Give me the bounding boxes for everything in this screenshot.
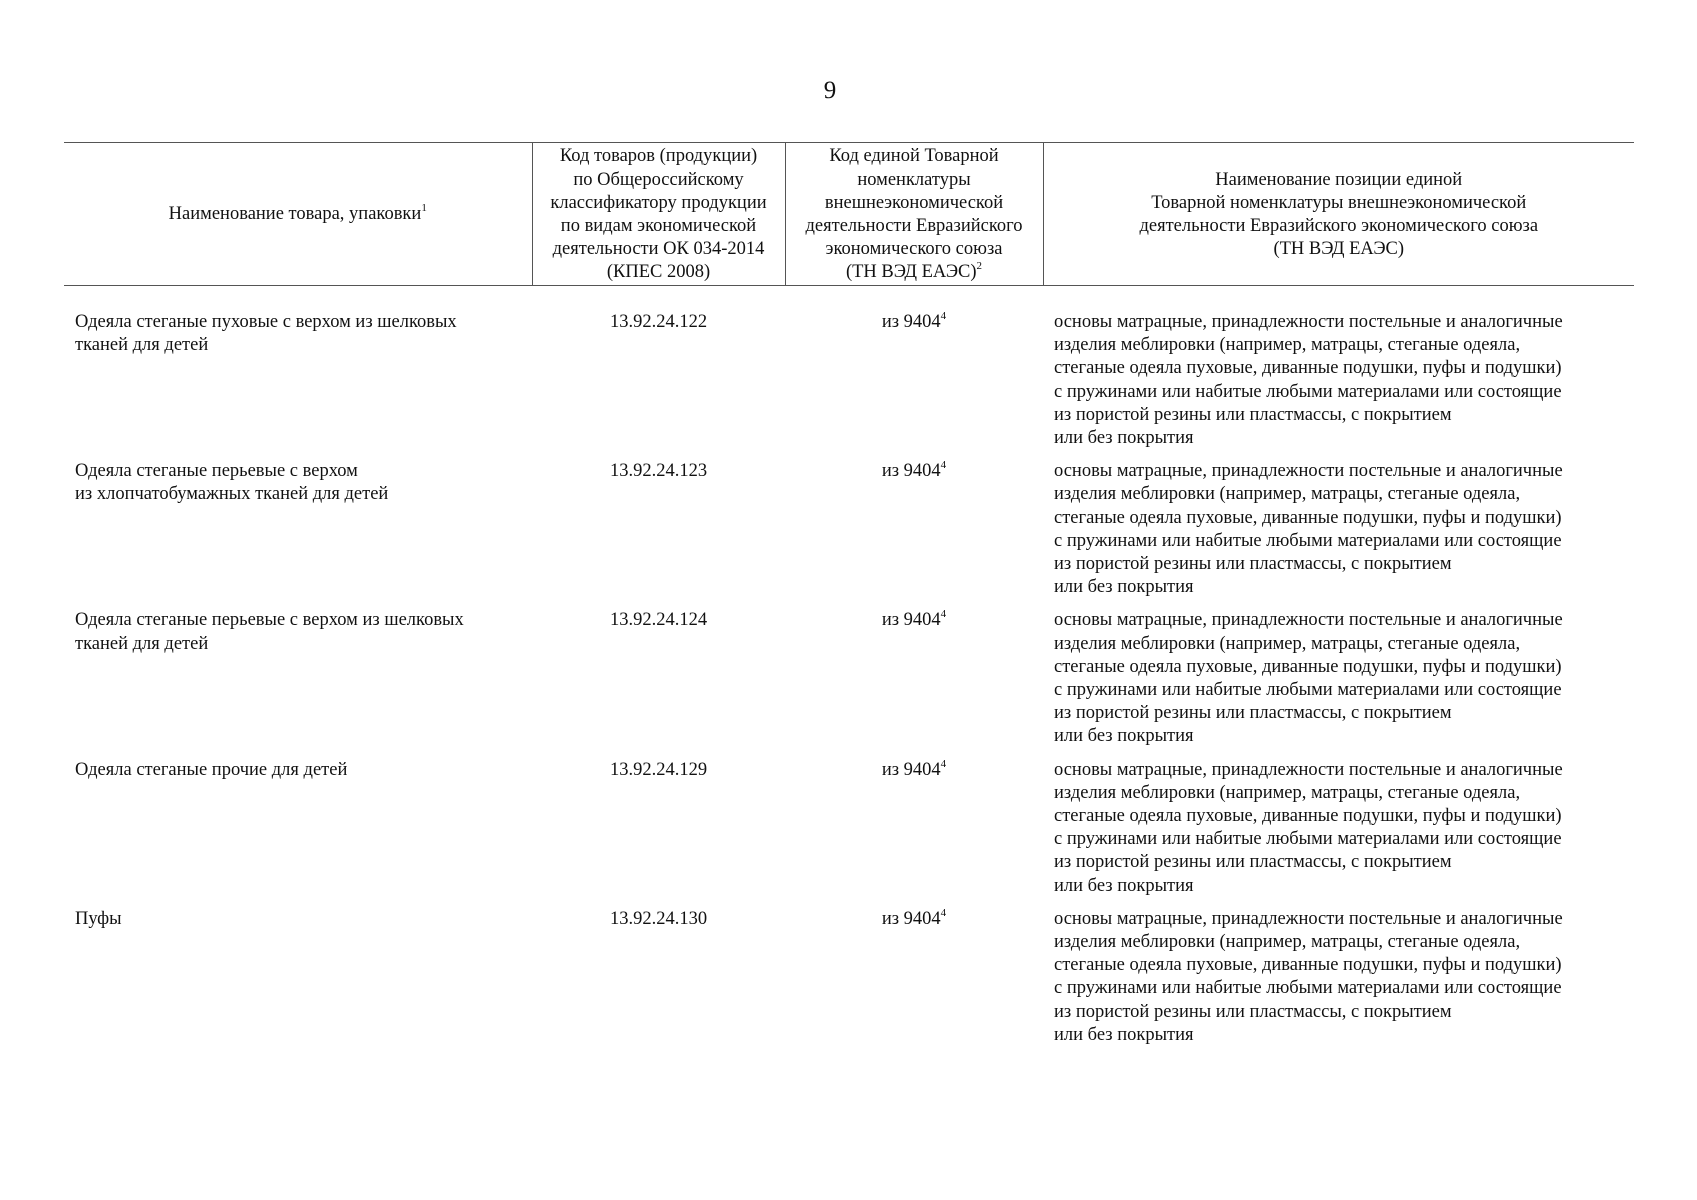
footnote-1-marker: 1: [421, 202, 427, 215]
okpd-code-cell: 13.92.24.124: [609, 610, 708, 631]
goods-name-cell: [64, 759, 532, 908]
goods-name-line: из хлопчатобумажных тканей для детей: [75, 484, 389, 505]
description-line: из пористой резины или пластмассы, с покрытием: [1054, 852, 1452, 873]
okpd-code-cell: 13.92.24.129: [609, 759, 708, 780]
header-position-line: (ТН ВЭД ЕАЭС): [1273, 239, 1405, 260]
description-line: изделия меблировки (например, матрацы, стеганые одеяла,: [1054, 782, 1521, 803]
description-line: с пружинами или набитые любыми материалами или состоящие: [1054, 829, 1562, 850]
description-line: стеганые одеяла пуховые, диванные подушки, пуфы и подушки): [1054, 358, 1562, 379]
description-line: стеганые одеяла пуховые, диванные подушки, пуфы и подушки): [1054, 806, 1562, 827]
description-line: с пружинами или набитые любыми материалами или состоящие: [1054, 680, 1562, 701]
header-tnved-line: номенклатуры: [857, 169, 971, 190]
header-position-line: Наименование позиции единой: [1215, 169, 1463, 190]
footnote-4-marker: 4: [940, 608, 947, 621]
description-line: изделия меблировки (например, матрацы, стеганые одеяла,: [1054, 932, 1521, 953]
tnved-code-cell: [785, 609, 1043, 758]
tnved-code: из 9404: [881, 461, 941, 482]
description-line: с пружинами или набитые любыми материалами или состоящие: [1054, 530, 1562, 551]
description-line: или без покрытия: [1054, 428, 1194, 449]
table-row: [64, 286, 1634, 461]
header-tnved-line: экономического союза: [825, 239, 1003, 260]
goods-name-cell: [64, 609, 532, 758]
header-row: [64, 143, 1634, 286]
header-okpd-line: деятельности ОК 034-2014: [552, 239, 765, 260]
header-tnved-line: внешнеэкономической: [824, 192, 1004, 213]
description-line: или без покрытия: [1054, 577, 1194, 598]
description-line: или без покрытия: [1054, 875, 1194, 896]
tnved-code-cell: [785, 286, 1043, 461]
header-okpd-line: по Общероссийскому: [573, 169, 744, 190]
header-tnved-line: деятельности Евразийского: [805, 216, 1023, 236]
header-okpd-line: Код товаров (продукции): [559, 146, 758, 167]
description-line: стеганые одеяла пуховые, диванные подушки, пуфы и подушки): [1054, 656, 1562, 677]
tnved-code: из 9404: [881, 312, 941, 332]
header-tnved-position-name: [1043, 143, 1634, 286]
okpd-code-cell: 13.92.24.130: [609, 908, 708, 929]
table-row: [64, 759, 1634, 908]
description-line: с пружинами или набитые любыми материалами или состоящие: [1054, 381, 1562, 402]
tnved-code-cell: [785, 759, 1043, 908]
header-position-line: деятельности Евразийского экономического союза: [1139, 216, 1539, 236]
description-line: из пористой резины или пластмассы, с покрытием: [1054, 554, 1452, 575]
header-okpd-line: классификатору продукции: [550, 192, 767, 213]
header-tnved-line: (ТН ВЭД ЕАЭС): [845, 262, 977, 283]
goods-name-line: Одеяла стеганые перьевые с верхом из шелковых: [75, 610, 464, 631]
description-line: основы матрацные, принадлежности постельные и аналогичные: [1054, 461, 1563, 482]
okpd-code-cell: 13.92.24.122: [609, 312, 708, 332]
description-line: с пружинами или набитые любыми материалами или состоящие: [1054, 978, 1562, 999]
footnote-4-marker: 4: [940, 459, 947, 472]
description-line: изделия меблировки (например, матрацы, стеганые одеяла,: [1054, 633, 1521, 654]
header-okpd-code: [532, 143, 785, 286]
table-row: [64, 908, 1634, 1057]
description-line: из пористой резины или пластмассы, с покрытием: [1054, 1001, 1452, 1022]
header-okpd-line: (КПЕС 2008): [606, 262, 711, 283]
description-line: стеганые одеяла пуховые, диванные подушки, пуфы и подушки): [1054, 507, 1562, 528]
description-line: основы матрацные, принадлежности постельные и аналогичные: [1054, 312, 1563, 332]
goods-name-cell: [64, 908, 532, 1057]
description-line: изделия меблировки (например, матрацы, стеганые одеяла,: [1054, 484, 1521, 505]
goods-name-line: Пуфы: [75, 908, 122, 929]
tnved-description-cell: [1043, 286, 1634, 461]
description-line: или без покрытия: [1054, 1024, 1194, 1045]
goods-name-line: тканей для детей: [75, 633, 209, 654]
description-line: или без покрытия: [1054, 726, 1194, 747]
tnved-code: из 9404: [881, 610, 941, 631]
tnved-description-cell: [1043, 759, 1634, 908]
okpd-code-cell: 13.92.24.123: [609, 461, 708, 482]
tnved-description-cell: [1043, 460, 1634, 609]
goods-name-line: Одеяла стеганые перьевые с верхом: [75, 461, 358, 482]
table-row: [64, 460, 1634, 609]
goods-table: [64, 142, 1634, 1057]
description-line: основы матрацные, принадлежности постельные и аналогичные: [1054, 908, 1563, 929]
goods-name-cell: [64, 286, 532, 461]
description-line: стеганые одеяла пуховые, диванные подушки, пуфы и подушки): [1054, 955, 1562, 976]
page-number: 9: [823, 77, 837, 104]
header-okpd-line: по видам экономической: [560, 216, 757, 236]
footnote-4-marker: 4: [940, 906, 947, 919]
tnved-description-cell: [1043, 908, 1634, 1057]
description-line: изделия меблировки (например, матрацы, стеганые одеяла,: [1054, 335, 1521, 356]
goods-name-line: Одеяла стеганые прочие для детей: [75, 759, 348, 780]
header-goods-name: [64, 143, 532, 286]
description-line: основы матрацные, принадлежности постельные и аналогичные: [1054, 610, 1563, 631]
footnote-4-marker: 4: [940, 757, 947, 770]
header-position-line: Товарной номенклатуры внешнеэкономической: [1151, 192, 1527, 213]
table-row: [64, 609, 1634, 758]
header-tnved-code: [785, 143, 1043, 286]
table-body: [64, 286, 1634, 1058]
description-line: основы матрацные, принадлежности постельные и аналогичные: [1054, 759, 1563, 780]
goods-name-line: Одеяла стеганые пуховые с верхом из шелковых: [75, 312, 457, 332]
goods-name-cell: [64, 460, 532, 609]
table-header: [64, 143, 1634, 286]
footnote-2-marker: 2: [976, 260, 983, 273]
tnved-code-cell: [785, 908, 1043, 1057]
tnved-code-cell: [785, 460, 1043, 609]
description-line: из пористой резины или пластмассы, с покрытием: [1054, 404, 1452, 425]
goods-name-line: тканей для детей: [75, 335, 209, 356]
footnote-4-marker: 4: [940, 309, 947, 322]
tnved-description-cell: [1043, 609, 1634, 758]
header-tnved-line-last: [792, 261, 1037, 284]
header-goods-name-text: Наименование товара, упаковки: [168, 204, 422, 225]
header-tnved-line: Код единой Товарной: [829, 146, 999, 167]
tnved-code: из 9404: [881, 908, 941, 929]
description-line: из пористой резины или пластмассы, с покрытием: [1054, 703, 1452, 724]
tnved-code: из 9404: [881, 759, 941, 780]
